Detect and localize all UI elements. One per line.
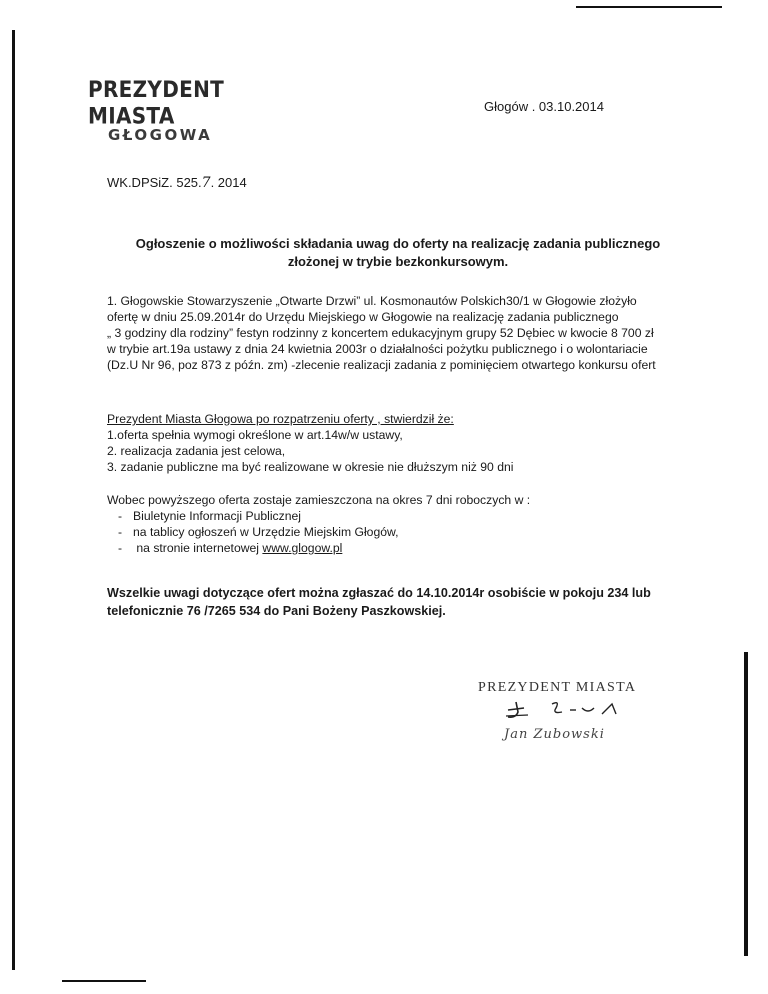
reference-number <box>107 175 247 191</box>
stamp-title: PREZYDENT MIASTA <box>88 76 225 129</box>
publication-item-text <box>133 540 342 556</box>
office-stamp <box>88 76 288 144</box>
reference-handwritten-number: 7 <box>201 175 211 191</box>
list-dash: - <box>118 525 123 539</box>
publication-item <box>107 524 530 540</box>
website-link[interactable]: www.glogow.pl <box>262 541 343 555</box>
title-line-2: złożonej w trybie bezkonkursowym. <box>287 254 509 269</box>
signature-title: PREZYDENT MIASTA <box>478 680 637 695</box>
comments-notice <box>107 584 651 620</box>
publication-item-text-lead: na stronie internetowej <box>133 541 263 555</box>
handwritten-signature <box>502 698 658 725</box>
finding-item: 2. realizacja zadania jest celowa, <box>107 444 286 458</box>
findings-section <box>107 411 513 475</box>
publication-item-text: Biuletynie Informacji Publicznej <box>133 509 301 523</box>
publication-section <box>107 492 530 556</box>
publication-item <box>107 508 530 524</box>
finding-item: 1.oferta spełnia wymogi określone w art.14w/w ustawy, <box>107 428 403 442</box>
scan-edge-top-right <box>576 6 722 8</box>
notice-line-2: telefonicznie 76 /7265 534 do Pani Bożeny Paszkowskiej. <box>107 604 446 618</box>
notice-line-1: Wszelkie uwagi dotyczące ofert można zgłaszać do 14.10.2014r osobiście w pokoju 234 lub <box>107 586 651 600</box>
signature-scribble <box>502 698 622 720</box>
reference-prefix: WK.DPSiZ. 525. <box>107 175 202 190</box>
finding-item: 3. zadanie publiczne ma być realizowane w okresie nie dłuższym niż 90 dni <box>107 460 514 474</box>
signature-stamp <box>478 680 658 742</box>
list-dash: - <box>118 509 123 523</box>
offer-line: (Dz.U Nr 96, poz 873 z późn. zm) -zlecenie realizacji zadania z pominięciem otwartego konkursu ofert <box>107 358 656 372</box>
offer-line: 1. Głogowskie Stowarzyszenie „Otwarte Drzwi” ul. Kosmonautów Polskich30/1 w Głogowie złożyło <box>107 294 637 308</box>
title-line-1: Ogłoszenie o możliwości składania uwag do oferty na realizację zadania publicznego <box>135 236 661 251</box>
scan-edge-left <box>12 30 15 970</box>
list-dash: - <box>118 541 123 555</box>
offer-line: w trybie art.19a ustawy z dnia 24 kwietnia 2003r o działalności pożytku publicznego i o wolontariacie <box>107 342 648 356</box>
scan-edge-bottom-left <box>62 980 146 982</box>
publication-item <box>107 540 530 556</box>
document-title <box>107 235 689 271</box>
signatory-name: Jan Zubowski <box>504 727 605 742</box>
place-and-date: Głogów . 03.10.2014 <box>484 99 604 114</box>
reference-suffix: . 2014 <box>210 175 247 190</box>
publication-intro: Wobec powyższego oferta zostaje zamieszczona na okres 7 dni roboczych w : <box>107 493 531 507</box>
scan-edge-right <box>744 652 748 956</box>
stamp-city: GŁOGOWA <box>108 126 213 144</box>
offer-line: ofertę w dniu 25.09.2014r do Urzędu Miejskiego w Głogowie na realizację zadania publicznego <box>107 310 619 324</box>
findings-heading: Prezydent Miasta Głogowa po rozpatrzeniu oferty , stwierdził że: <box>107 412 454 426</box>
offer-paragraph <box>107 293 656 373</box>
publication-item-text: na tablicy ogłoszeń w Urzędzie Miejskim Głogów, <box>133 525 399 539</box>
offer-line: „ 3 godziny dla rodziny” festyn rodzinny z koncertem edukacyjnym grupy 52 Dębiec w kwocie 8 700 zł <box>107 326 654 340</box>
